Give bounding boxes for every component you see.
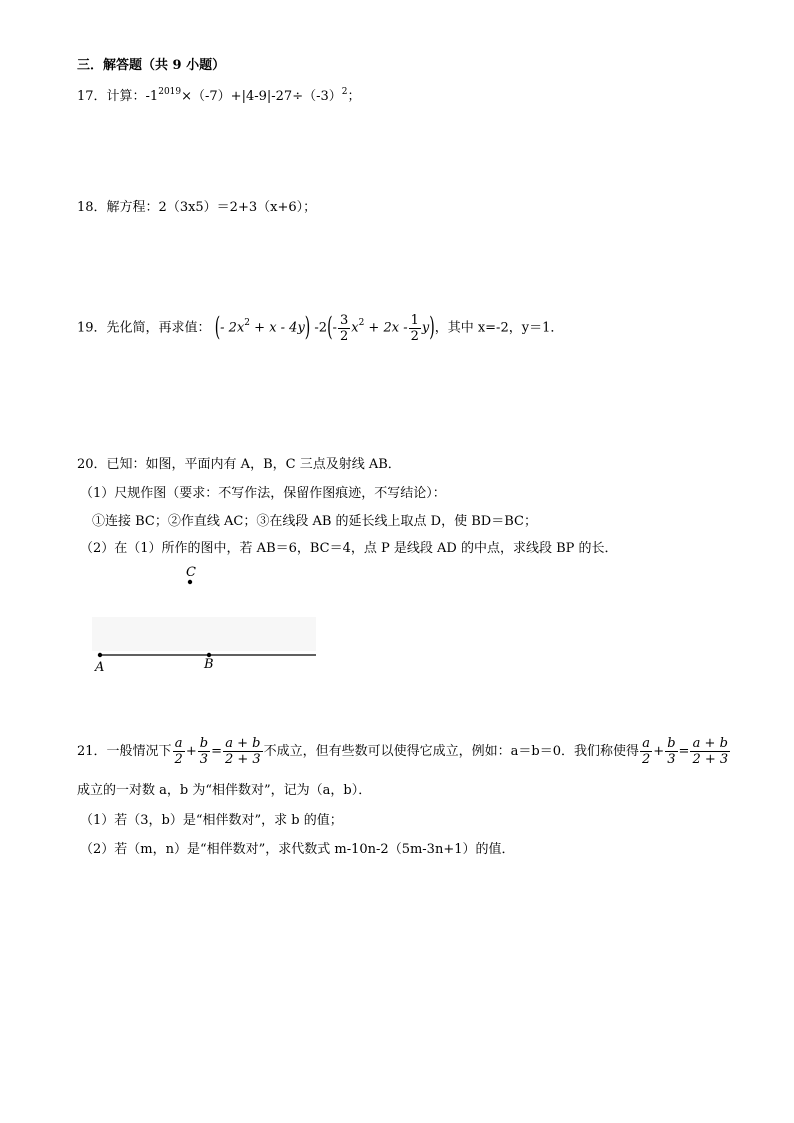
q21-frac-a2-b-den: 2	[642, 752, 651, 767]
q21-frac-b3-b	[665, 736, 677, 767]
q21-frac-sum-den: 2 + 3	[224, 752, 261, 767]
q20-line-3: ①连接 BC；②作直线 AC；③在线段 AB 的延长线上取点 D，使 BD＝BC；	[92, 514, 537, 529]
point-a	[98, 653, 102, 657]
q21-frac-a2-den: 2	[174, 752, 183, 767]
q20-line-2: （1）尺规作图（要求：不写作法，保留作图痕迹，不写结论）：	[80, 486, 446, 501]
q17-lead: 17．计算：-1	[77, 89, 159, 104]
q21-frac-sum	[223, 736, 263, 767]
q21-frac-a2-b-num: a	[640, 736, 652, 752]
label-c: C	[186, 565, 196, 580]
q19-square-1: 2	[244, 318, 251, 329]
q19-term-6: y	[421, 320, 430, 336]
q21-plus: +	[185, 744, 197, 759]
q17-end: ；	[347, 89, 361, 104]
q21-frac-b3-num: b	[199, 736, 209, 751]
q19-left-paren: (	[214, 312, 221, 344]
q19-fraction-1-2-den: 2	[410, 328, 419, 344]
q21-frac-b3-den: 3	[199, 752, 209, 767]
q19-fraction-1-2-num: 1	[410, 312, 419, 328]
q19-term-5: + 2x -	[364, 320, 408, 336]
q19-fraction-3-2-num: 3	[339, 312, 349, 328]
q20-line-1: 20．已知：如图，平面内有 A，B，C 三点及射线 AB．	[77, 457, 401, 472]
label-b: B	[204, 657, 214, 672]
q21-frac-sum-b-num: a + b	[690, 736, 730, 752]
q21-frac-sum-num: a + b	[223, 736, 263, 752]
q19-term-2: + x - 4y	[250, 320, 305, 336]
q19-right-paren-2: )	[429, 312, 435, 344]
q19-term-1: - 2x	[220, 320, 245, 336]
q21-frac-sum-b	[690, 736, 730, 767]
q19-fraction-3-2-den: 2	[339, 328, 349, 344]
q19-minus: -	[332, 320, 337, 336]
q21-frac-b3-b-den: 3	[667, 752, 676, 767]
q21-line-4: （2）若（m，n）是“相伴数对”，求代数式 m-10n-2（5m-3n+1）的值．	[80, 842, 515, 857]
q19-tail: ，其中 x=-2，y＝1．	[434, 320, 564, 336]
q21-frac-a2-num: a	[173, 736, 185, 752]
q21-line-3: （1）若（3，b）是“相伴数对”，求 b 的值；	[80, 813, 343, 828]
figure-shade	[92, 617, 316, 651]
q19-square-2: 2	[358, 318, 365, 329]
q21-lead: 21．一般情况下	[77, 744, 172, 759]
point-c	[188, 580, 192, 584]
q17-rest: ×（-7）+|4-9|-27÷（-3）	[181, 89, 342, 104]
label-a: A	[95, 660, 105, 675]
q19-mid: -2	[310, 320, 328, 336]
q21-frac-a2-b	[640, 736, 652, 767]
q20-line-4: （2）在（1）所作的图中，若 AB＝6，BC＝4，点 P 是线段 AD 的中点，求线段 BP 的长．	[80, 541, 618, 556]
q21-line-1	[77, 735, 731, 769]
q21-line-2: 成立的一对数 a，b 为“相伴数对”，记为（a，b）．	[77, 783, 372, 798]
q19-left-paren-2: (	[327, 312, 333, 344]
q19-lead: 19．先化简，再求值：	[77, 320, 211, 336]
q19-term-4: x	[351, 320, 359, 336]
q21-eq: =	[211, 744, 222, 759]
q21-mid: 不成立，但有些数可以使得它成立，例如：a＝b＝0．我们称使得	[263, 744, 640, 759]
q21-plus-b: +	[653, 744, 665, 759]
section-title: 三．解答题（共 9 小题）	[77, 58, 226, 73]
q21-frac-b3	[198, 736, 210, 767]
question-18: 18．解方程：2（3x5）＝2+3（x+6）；	[77, 200, 317, 215]
q17-exponent-2: 2	[341, 86, 348, 97]
q19-right-paren: )	[304, 312, 311, 344]
q21-eq-b: =	[678, 744, 690, 759]
q21-frac-a2	[173, 736, 185, 767]
q21-frac-b3-b-num: b	[667, 736, 676, 751]
q21-frac-sum-b-den: 2 + 3	[692, 752, 729, 767]
q17-exponent: 2019	[158, 86, 182, 97]
